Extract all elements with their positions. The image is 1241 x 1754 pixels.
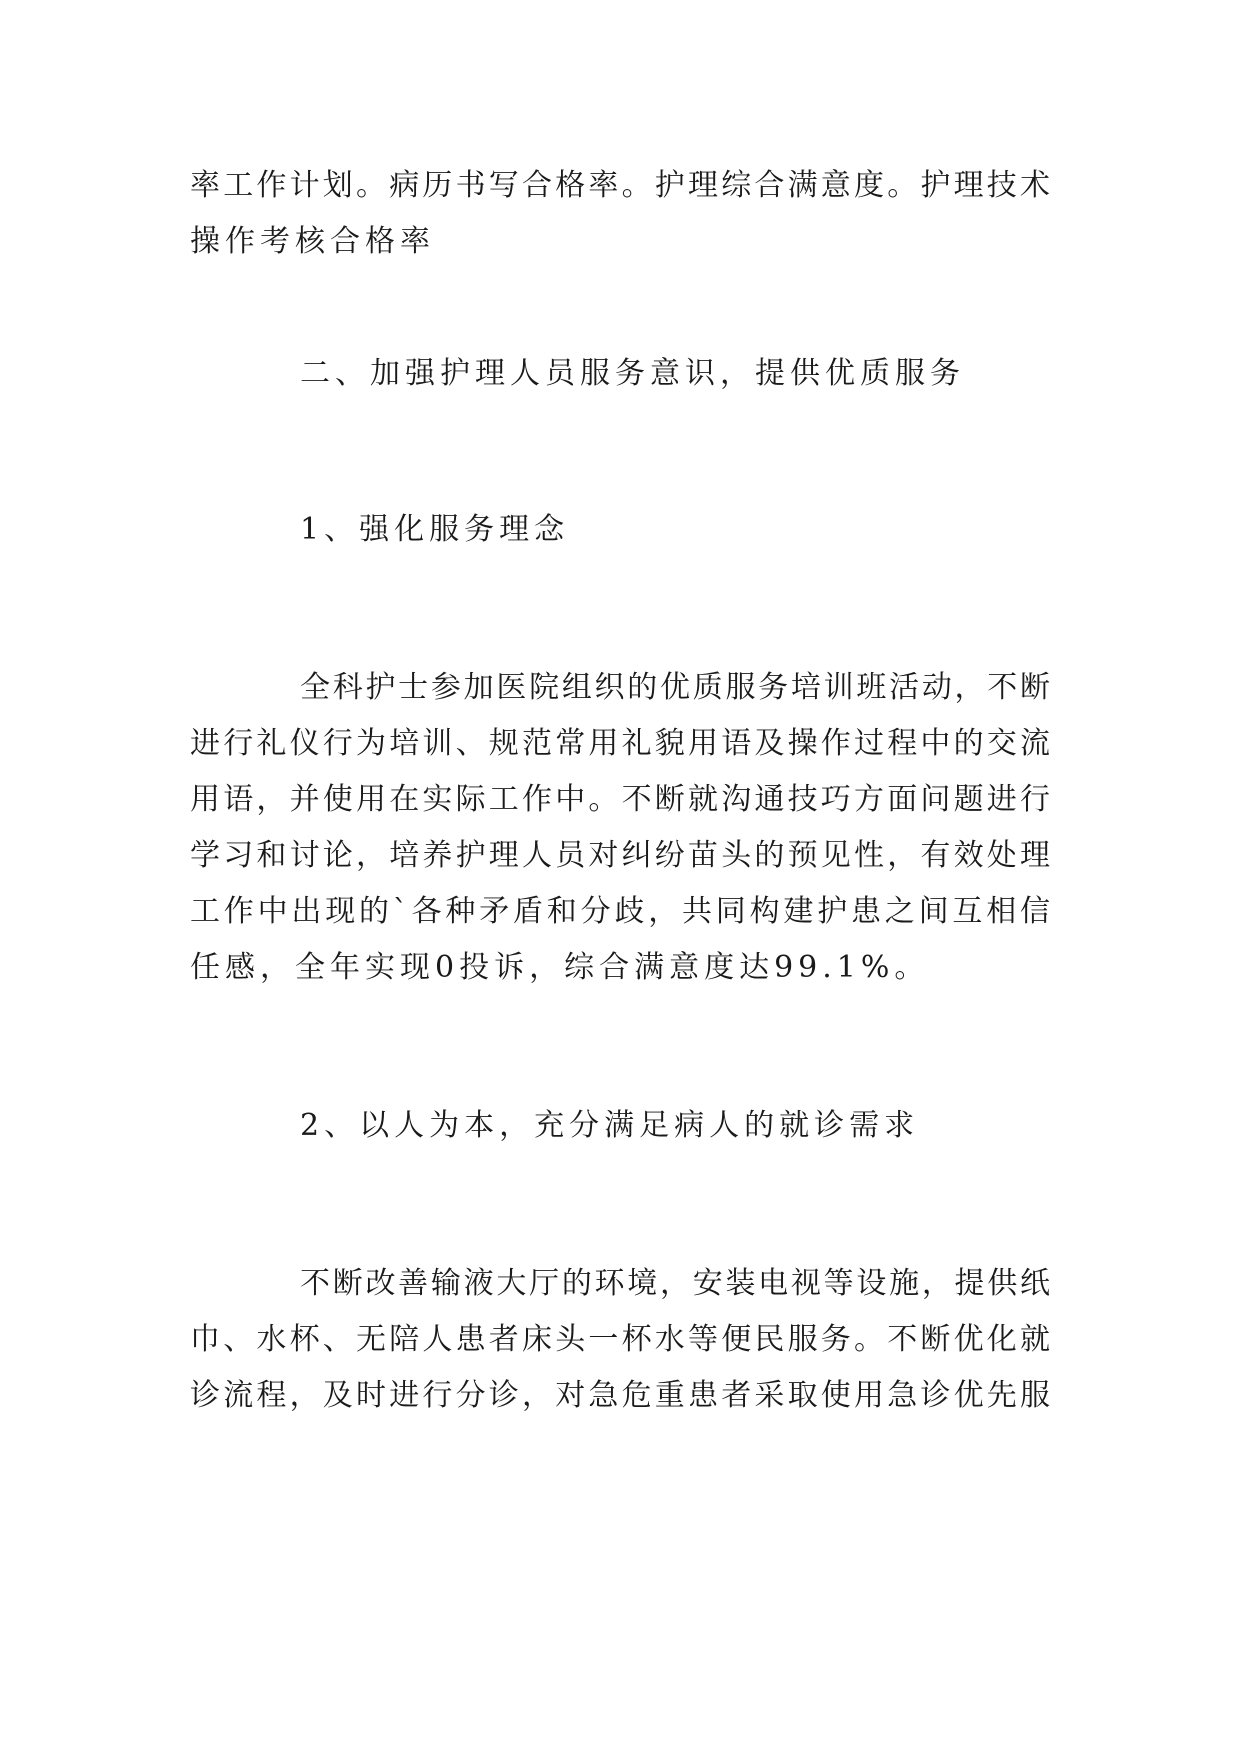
paragraph-1-line-6: 任感，全年实现0投诉，综合满意度达99.1%。 — [190, 950, 930, 985]
paragraph-1-line-5: 工作中出现的`各种矛盾和分歧，共同构建护患之间互相信 — [190, 894, 1050, 929]
section-heading-2: 二、加强护理人员服务意识，提供优质服务 — [300, 356, 965, 391]
paragraph-1-line-3: 用语，并使用在实际工作中。不断就沟通技巧方面问题进行 — [190, 782, 1050, 817]
paragraph-2-line-1: 不断改善输液大厅的环境，安装电视等设施，提供纸 — [300, 1266, 1050, 1301]
paragraph-1-line-2: 进行礼仪行为培训、规范常用礼貌用语及操作过程中的交流 — [190, 726, 1050, 761]
subheading-1: 1、强化服务理念 — [300, 512, 570, 547]
paragraph-1-line-4: 学习和讨论，培养护理人员对纠纷苗头的预见性，有效处理 — [190, 838, 1050, 873]
paragraph-2-line-3: 诊流程，及时进行分诊，对急危重患者采取使用急诊优先服 — [190, 1378, 1050, 1413]
subheading-2: 2、以人为本，充分满足病人的就诊需求 — [300, 1108, 920, 1143]
paragraph-0-line-1: 率工作计划。病历书写合格率。护理综合满意度。护理技术 — [190, 168, 1050, 203]
paragraph-2-line-2: 巾、水杯、无陪人患者床头一杯水等便民服务。不断优化就 — [190, 1322, 1050, 1357]
paragraph-0-line-2: 操作考核合格率 — [190, 224, 435, 259]
paragraph-1-line-1: 全科护士参加医院组织的优质服务培训班活动，不断 — [300, 670, 1050, 705]
